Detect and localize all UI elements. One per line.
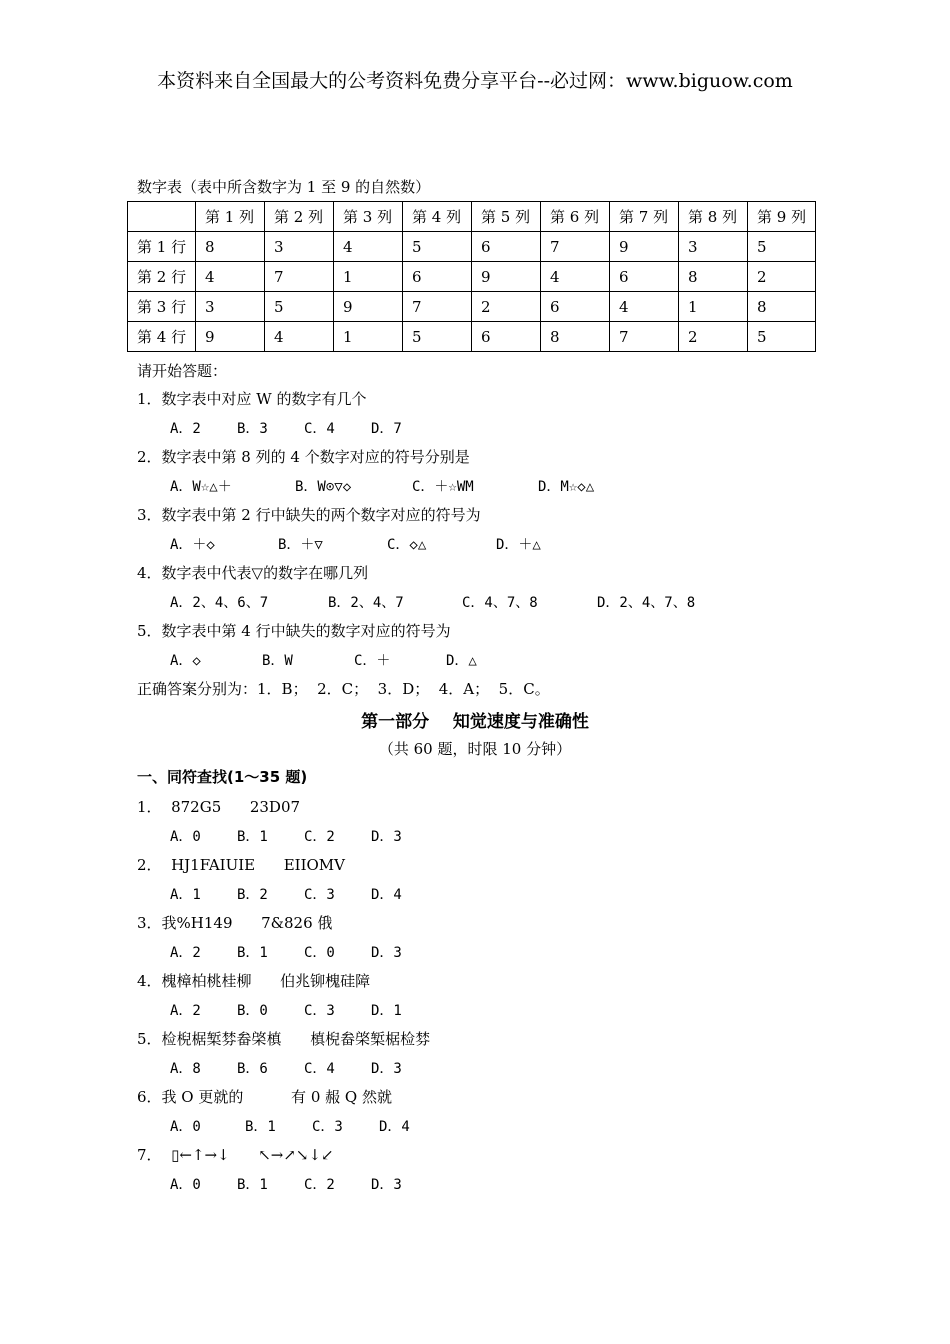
- table-cell: 6: [610, 262, 679, 292]
- header-cell: 第 7 列: [610, 202, 679, 232]
- table-cell: 9: [196, 322, 265, 352]
- table-cell: 2: [748, 262, 816, 292]
- option: D．3: [371, 829, 402, 845]
- header-cell: 第 5 列: [472, 202, 541, 232]
- option: A．W☆△＋: [170, 479, 232, 495]
- table-cell: 2: [472, 292, 541, 322]
- table-cell: 8: [196, 232, 265, 262]
- option: C．0: [304, 945, 335, 961]
- table-cell: 3: [679, 232, 748, 262]
- table-cell: 1: [334, 322, 403, 352]
- option: D．4: [379, 1119, 410, 1135]
- table-cell: 7: [610, 322, 679, 352]
- option: B．W: [262, 653, 293, 669]
- table-cell: 5: [748, 232, 816, 262]
- header-cell: 第 6 列: [541, 202, 610, 232]
- table-cell: 9: [472, 262, 541, 292]
- table-cell: 4: [265, 322, 334, 352]
- table-cell: 8: [679, 262, 748, 292]
- table-cell: 1: [679, 292, 748, 322]
- table-cell: 9: [610, 232, 679, 262]
- option: C．＋☆WM: [412, 479, 474, 495]
- option: C．＋: [354, 653, 391, 669]
- option: A．0: [170, 829, 201, 845]
- table-cell: 4: [541, 262, 610, 292]
- option: A．＋◇: [170, 537, 215, 553]
- option: B．6: [237, 1061, 268, 1077]
- option: A．0: [170, 1119, 201, 1135]
- option: B．＋▽: [278, 537, 323, 553]
- table-cell: 6: [403, 262, 472, 292]
- practice-question: 3．数字表中第 2 行中缺失的两个数字对应的符号为: [137, 506, 481, 524]
- table-cell: 5: [265, 292, 334, 322]
- question: 7． ▯←↑→↓ ↖→↗↘↓↙: [137, 1146, 334, 1164]
- option: C．2: [304, 1177, 335, 1193]
- option: C．4: [304, 421, 335, 437]
- table-header-row: [128, 202, 816, 232]
- table-cell: 6: [472, 232, 541, 262]
- option: A．2: [170, 1003, 201, 1019]
- option: C．4: [304, 1061, 335, 1077]
- option: D．3: [371, 1061, 402, 1077]
- question: 3．我%H149 7&826 俄: [137, 914, 333, 932]
- table-row: [128, 322, 816, 352]
- option: A．1: [170, 887, 201, 903]
- option: D．△: [446, 653, 477, 669]
- option: C．3: [312, 1119, 343, 1135]
- option: A．0: [170, 1177, 201, 1193]
- header-cell: 第 4 列: [403, 202, 472, 232]
- table-cell: 2: [679, 322, 748, 352]
- option: B．3: [237, 421, 268, 437]
- table-cell: 5: [403, 322, 472, 352]
- row-label: 第 4 行: [128, 322, 196, 352]
- option: B．1: [237, 945, 268, 961]
- practice-question: 1．数字表中对应 W 的数字有几个: [137, 390, 367, 408]
- table-row: [128, 262, 816, 292]
- table-cell: 8: [541, 322, 610, 352]
- option: A．2: [170, 945, 201, 961]
- header-cell: [128, 202, 196, 232]
- option: D．4: [371, 887, 402, 903]
- table-cell: 7: [265, 262, 334, 292]
- option: B．2: [237, 887, 268, 903]
- question: 5．检棿椐椠棼畚棨槙 槙棿畚棨椠椐检棼: [137, 1030, 431, 1048]
- option: D．2、4、7、8: [597, 595, 696, 611]
- option: D．＋△: [496, 537, 541, 553]
- question: 4．槐樟柏桃桂柳 伯兆铆槐硅障: [137, 972, 371, 990]
- table-cell: 4: [196, 262, 265, 292]
- table-cell: 5: [403, 232, 472, 262]
- question: 2． HJ1FAIUIE EIIOMV: [137, 856, 345, 874]
- table-cell: 3: [196, 292, 265, 322]
- header-cell: 第 1 列: [196, 202, 265, 232]
- option: D．3: [371, 1177, 402, 1193]
- practice-question: 4．数字表中代表▽的数字在哪几列: [137, 564, 369, 582]
- header-cell: 第 3 列: [334, 202, 403, 232]
- table-cell: 4: [610, 292, 679, 322]
- table-row: [128, 232, 816, 262]
- option: D．3: [371, 945, 402, 961]
- option: A．2: [170, 421, 201, 437]
- header-cell: 第 9 列: [748, 202, 816, 232]
- table-cell: 5: [748, 322, 816, 352]
- option: C．4、7、8: [462, 595, 538, 611]
- option: D．7: [371, 421, 402, 437]
- row-label: 第 1 行: [128, 232, 196, 262]
- table-cell: 9: [334, 292, 403, 322]
- practice-question: 5．数字表中第 4 行中缺失的数字对应的符号为: [137, 622, 451, 640]
- option: B．1: [245, 1119, 276, 1135]
- table-cell: 4: [334, 232, 403, 262]
- part-title: 一、同符查找(1～35 题): [137, 768, 308, 786]
- table-cell: 1: [334, 262, 403, 292]
- answer-key: 正确答案分别为：1．B； 2．C； 3．D； 4．A； 5．C。: [137, 680, 550, 698]
- option: A．8: [170, 1061, 201, 1077]
- page-header: 本资料来自全国最大的公考资料免费分享平台--必过网：www.biguow.com: [157, 70, 793, 92]
- row-label: 第 3 行: [128, 292, 196, 322]
- option: B．2、4、7: [328, 595, 404, 611]
- table-row: [128, 292, 816, 322]
- section-title: 第一部分 知觉速度与准确性: [361, 712, 589, 732]
- option: B．1: [237, 1177, 268, 1193]
- option: C．3: [304, 887, 335, 903]
- number-table: [127, 201, 816, 352]
- start-prompt: 请开始答题：: [137, 362, 228, 380]
- table-cell: 7: [541, 232, 610, 262]
- option: A．◇: [170, 653, 201, 669]
- option: D．1: [371, 1003, 402, 1019]
- question: 1． 872G5 23D07: [137, 798, 301, 816]
- option: B．0: [237, 1003, 268, 1019]
- option: C．◇△: [387, 537, 427, 553]
- header-cell: 第 8 列: [679, 202, 748, 232]
- table-cell: 8: [748, 292, 816, 322]
- table-cell: 6: [541, 292, 610, 322]
- practice-question: 2．数字表中第 8 列的 4 个数字对应的符号分别是: [137, 448, 470, 466]
- option: A．2、4、6、7: [170, 595, 269, 611]
- option: B．W⊙▽◇: [295, 479, 352, 495]
- option: B．1: [237, 829, 268, 845]
- header-cell: 第 2 列: [265, 202, 334, 232]
- option: D．M☆◇△: [538, 479, 595, 495]
- row-label: 第 2 行: [128, 262, 196, 292]
- table-cell: 7: [403, 292, 472, 322]
- table-cell: 3: [265, 232, 334, 262]
- table-cell: 6: [472, 322, 541, 352]
- option: C．2: [304, 829, 335, 845]
- section-subtitle: （共 60 题，时限 10 分钟）: [378, 740, 572, 758]
- table-title: 数字表（表中所含数字为 1 至 9 的自然数）: [137, 178, 431, 196]
- option: C．3: [304, 1003, 335, 1019]
- question: 6．我 O 更就的 有 0 赧 Q 然就: [137, 1088, 392, 1106]
